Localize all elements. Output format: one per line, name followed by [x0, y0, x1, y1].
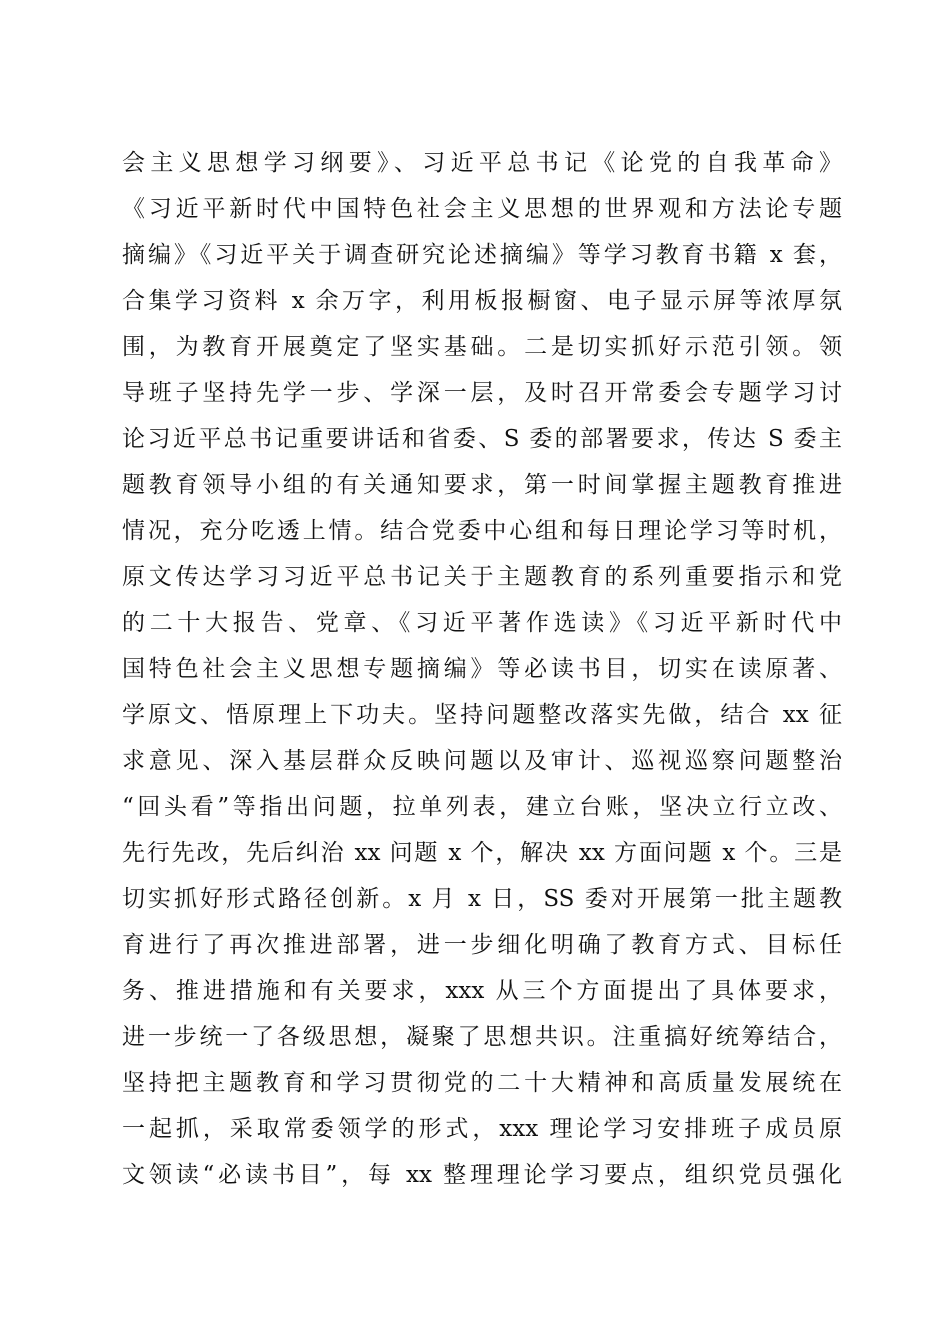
text-line-1: 会主义思想学习纲要》、习近平总书记《论党的自我革命》	[122, 150, 842, 176]
text-line-12: 国特色社会主义思想专题摘编》等必读书目，切实在读原著、	[122, 656, 842, 682]
text-line-14: 求意见、深入基层群众反映问题以及审计、巡视巡察问题整治	[122, 748, 842, 774]
text-line-17: 切实抓好形式路径创新。x 月 x 日，SS 委对开展第一批主题教	[122, 886, 842, 912]
text-line-19: 务、推进措施和有关要求，xxx 从三个方面提出了具体要求，	[122, 978, 842, 1004]
text-line-7: 论习近平总书记重要讲话和省委、S 委的部署要求，传达 S 委主	[122, 426, 842, 452]
text-line-6: 导班子坚持先学一步、学深一层，及时召开常委会专题学习讨	[122, 380, 842, 406]
text-line-20: 进一步统一了各级思想，凝聚了思想共识。注重搞好统筹结合，	[122, 1024, 842, 1050]
text-line-8: 题教育领导小组的有关通知要求，第一时间掌握主题教育推进	[122, 472, 842, 498]
text-line-10: 原文传达学习习近平总书记关于主题教育的系列重要指示和党	[122, 564, 842, 590]
text-line-21: 坚持把主题教育和学习贯彻党的二十大精神和高质量发展统在	[122, 1070, 842, 1096]
text-line-18: 育进行了再次推进部署，进一步细化明确了教育方式、目标任	[122, 932, 842, 958]
text-line-23: 文领读“必读书目”，每 xx 整理理论学习要点，组织党员强化	[122, 1162, 842, 1188]
text-line-4: 合集学习资料 x 余万字，利用板报橱窗、电子显示屏等浓厚氛	[122, 288, 842, 314]
text-line-16: 先行先改，先后纠治 xx 问题 x 个，解决 xx 方面问题 x 个。三是	[122, 840, 842, 866]
text-line-2: 《习近平新时代中国特色社会主义思想的世界观和方法论专题	[122, 196, 842, 222]
text-line-15: “回头看”等指出问题，拉单列表，建立台账，坚决立行立改、	[122, 794, 842, 820]
body-text	[122, 140, 842, 1198]
text-line-22: 一起抓，采取常委领学的形式，xxx 理论学习安排班子成员原	[122, 1116, 842, 1142]
text-line-13: 学原文、悟原理上下功夫。坚持问题整改落实先做，结合 xx 征	[122, 702, 842, 728]
text-line-3: 摘编》《习近平关于调查研究论述摘编》等学习教育书籍 x 套，	[122, 242, 842, 268]
text-line-5: 围，为教育开展奠定了坚实基础。二是切实抓好示范引领。领	[122, 334, 842, 360]
text-line-11: 的二十大报告、党章、《习近平著作选读》《习近平新时代中	[122, 610, 842, 636]
text-line-9: 情况，充分吃透上情。结合党委中心组和每日理论学习等时机，	[122, 518, 842, 544]
